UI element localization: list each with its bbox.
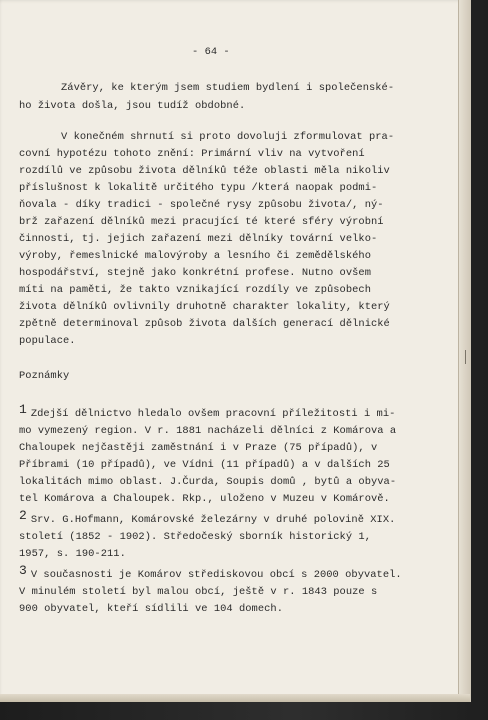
conclusion-line: činnosti, tj. jejich zařazení mezi dělníky tovární velko- <box>19 233 378 245</box>
footnote-3-first-line <box>19 563 402 581</box>
conclusion-line: rozdílů ve způsobu života dělníků téže oblasti měla nikoliv <box>19 165 390 177</box>
footnote-line: Zdejší dělnictvo hledalo ovšem pracovní příležitosti i mi- <box>30 408 396 420</box>
conclusion-line: příslušnost k lokalitě určitého typu /která naopak podmi- <box>19 182 378 194</box>
footnote-mark: 2 <box>19 508 27 523</box>
page-number: - 64 - <box>192 46 230 58</box>
conclusion-line: brž zařazení dělníků mezi pracující té které sféry výrobní <box>19 216 384 228</box>
footnote-line: století (1852 - 1902). Středočeský sborník historický 1, <box>19 531 371 543</box>
conclusion-line: populace. <box>19 335 76 347</box>
notes-heading: Poznámky <box>19 370 70 382</box>
conclusion-line: výroby, řemeslnické malovýroby a lesního či zemědělského <box>19 250 371 262</box>
footnote-mark: 3 <box>19 563 27 578</box>
footnote-line: Srv. G.Hofmann, Komárovské železárny v druhé polovině XIX. <box>30 514 396 526</box>
footnote-line: Chaloupek nejčastěji zaměstnání i v Praze (75 případů), v <box>19 442 378 454</box>
conclusion-line: zpětně determinoval způsob života dalších generací dělnické <box>19 318 390 330</box>
footnote-line: 900 obyvatel, kteří sídlili ve 104 domech. <box>19 603 283 615</box>
footnote-1-first-line <box>19 402 396 420</box>
conclusion-line: míti na paměti, že takto vznikající rozdíly ve způsobech <box>19 284 371 296</box>
footnote-mark: 1 <box>19 402 27 417</box>
footnote-line: Příbrami (10 případů), ve Vídni (11 případů) a v dalších 25 <box>19 459 390 471</box>
footnote-line: mo vymezený region. V r. 1881 nacházeli dělníci z Komárova a <box>19 425 397 437</box>
conclusion-line: V konečném shrnutí si proto dovoluji zformulovat pra- <box>61 131 395 143</box>
footnote-line: V minulém století byl malou obcí, ještě v r. 1843 pouze s <box>19 586 378 598</box>
footnote-line: V současnosti je Komárov střediskovou obcí s 2000 obyvatel. <box>30 569 402 581</box>
intro-line: Závěry, ke kterým jsem studiem bydlení i společenské- <box>61 82 395 94</box>
footnote-line: tel Komárova a Chaloupek. Rkp., uloženo v Muzeu v Komárově. <box>19 493 390 505</box>
conclusion-line: života dělníků ovlivnily druhotně charakter lokality, který <box>19 301 390 313</box>
conclusion-line: hospodářství, stejně jako konkrétní profese. Nutno ovšem <box>19 267 371 279</box>
conclusion-line: covní hypotézu tohoto znění: Primární vliv na vytvoření <box>19 148 365 160</box>
conclusion-line: ňovala - díky tradici - společné rysy způsobu života/, ný- <box>19 199 384 211</box>
footnote-line: 1957, s. 190-211. <box>19 548 126 560</box>
intro-line: ho života došla, jsou tudíž obdobné. <box>19 100 246 112</box>
footnote-line: lokalitách mimo oblast. J.Čurda, Soupis domů , bytů a obyva- <box>19 476 397 488</box>
footnote-2-first-line <box>19 508 396 526</box>
